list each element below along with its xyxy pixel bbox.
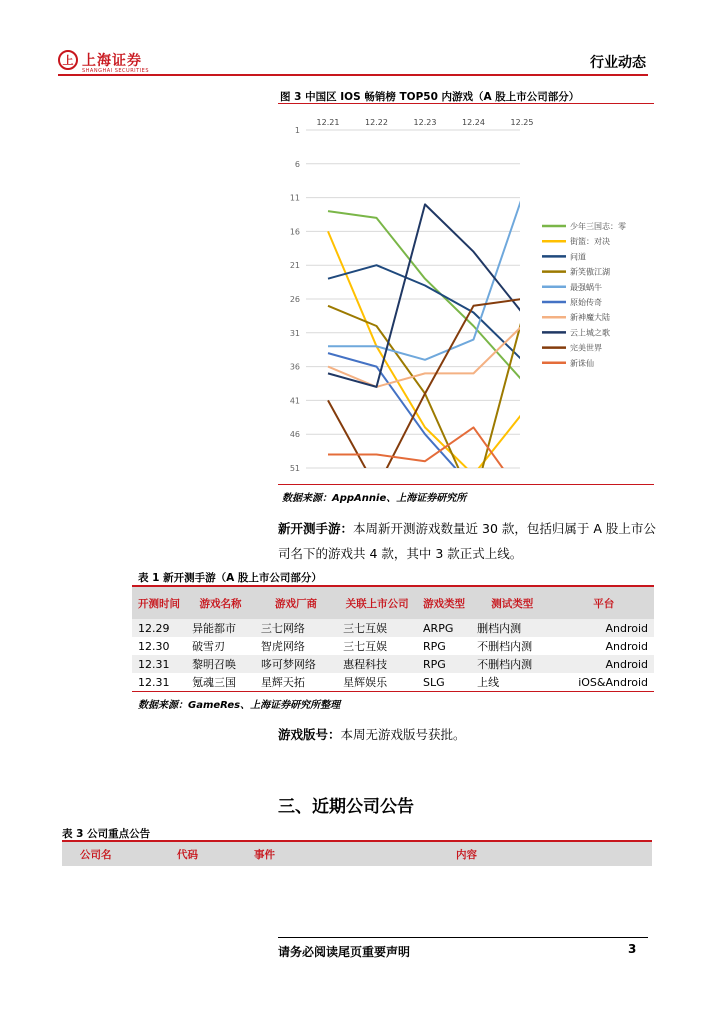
- table-cell: 黎明召唤: [186, 655, 255, 673]
- license-paragraph: [278, 722, 656, 747]
- license-text: 本周无游戏版号获批。: [340, 727, 466, 742]
- figure-top-rule: [278, 103, 654, 104]
- table-cell: 上线: [471, 673, 553, 692]
- license-label: 游戏版号：: [278, 727, 341, 742]
- section-heading: 三、近期公司公告: [278, 797, 414, 817]
- table-header-cell: 测试类型: [471, 586, 553, 619]
- figure-bottom-rule: [278, 484, 654, 485]
- logo-subtitle: SHANGHAI SECURITIES: [82, 68, 150, 74]
- new-games-text: 本周新开测游戏数量近 30 款，包括归属于 A 股上市公司名下的游戏共 4 款，其中 3 款正式上线。: [278, 521, 656, 561]
- table-header-cell: 平台: [553, 586, 654, 619]
- table-cell: SLG: [417, 673, 471, 692]
- y-tick-label: 21: [289, 261, 300, 271]
- table-cell: Android: [553, 655, 654, 673]
- y-tick-label: 6: [294, 159, 300, 169]
- y-tick-label: 36: [289, 362, 300, 372]
- legend-label: 最强蜗牛: [570, 282, 602, 292]
- y-tick-label: 26: [289, 295, 300, 304]
- table-cell: 12.29: [132, 619, 186, 637]
- table-cell: Android: [605, 639, 648, 653]
- table-header-cell: 游戏名称: [186, 586, 255, 619]
- y-tick-label: 11: [289, 193, 300, 203]
- y-tick-label: 16: [289, 227, 300, 237]
- series-line: [328, 299, 522, 474]
- x-tick-label: 12.25: [510, 118, 534, 127]
- table-cell: 破雪刃: [192, 640, 226, 653]
- announcements-table: [62, 840, 652, 866]
- table-cell: 删档内测: [471, 619, 553, 637]
- table-cell: Android: [553, 619, 654, 637]
- table-row: [132, 637, 654, 655]
- y-tick-label: 1: [294, 126, 300, 135]
- table-header-cell: 关联上市公司: [337, 586, 417, 619]
- table-cell: ARPG: [417, 619, 471, 637]
- table3-title: 表 3 公司重点公告: [62, 828, 151, 840]
- table-cell: 星辉天拓: [255, 673, 337, 692]
- legend-label: 少年三国志：零: [570, 222, 626, 231]
- company-logo: [58, 50, 142, 70]
- new-games-paragraph: [278, 516, 656, 566]
- footer-divider: [278, 937, 648, 938]
- table-cell: 三七网络: [255, 619, 337, 637]
- table-cell: 不删档内测: [477, 640, 533, 653]
- ranking-chart: [284, 108, 644, 474]
- legend-label: 街篮：对决: [570, 237, 610, 247]
- series-line: [328, 326, 522, 387]
- y-tick-label: 51: [289, 464, 300, 473]
- legend-label: 完美世界: [570, 343, 602, 353]
- legend-label: 新诛仙: [570, 358, 594, 368]
- x-tick-label: 12.23: [413, 118, 437, 127]
- x-tick-label: 12.21: [316, 118, 340, 127]
- table-header-cell: 游戏厂商: [255, 586, 337, 619]
- y-tick-label: 46: [289, 430, 300, 440]
- table-header-cell: 游戏类型: [417, 586, 471, 619]
- ranking-chart-svg: [284, 108, 644, 474]
- page-number: 3: [628, 942, 637, 956]
- table-cell: 三七互娱: [343, 640, 388, 653]
- table-header-row: [132, 586, 654, 619]
- table-header-cell: 内容: [455, 841, 652, 866]
- table1-title: 表 1 新开测手游（A 股上市公司部分）: [138, 572, 322, 584]
- table-cell: 智虎网络: [260, 640, 305, 653]
- table-cell: 12.31: [132, 655, 186, 673]
- page-header: [58, 50, 648, 76]
- logo-text: 上海证券: [82, 53, 142, 69]
- footer-disclaimer: 请务必阅读尾页重要声明: [278, 945, 411, 959]
- legend-label: 云上城之歌: [570, 328, 610, 338]
- table-cell: 异能都市: [186, 619, 255, 637]
- logo-mark-icon: 上: [58, 50, 78, 70]
- legend-label: 新神魔大陆: [570, 313, 610, 323]
- legend-label: 问道: [570, 252, 586, 262]
- new-games-table: [132, 585, 654, 692]
- figure-source: 数据来源：AppAnnie、上海证券研究所: [282, 493, 467, 504]
- table-cell: RPG: [417, 655, 471, 673]
- new-games-label: 新开测手游：: [278, 521, 354, 536]
- table-row: [132, 655, 654, 673]
- table-header-cell: 公司名: [62, 841, 176, 866]
- y-tick-label: 41: [289, 396, 300, 406]
- table-cell: 星辉娱乐: [337, 673, 417, 692]
- table-cell: 惠程科技: [337, 655, 417, 673]
- figure-title: 图 3 中国区 IOS 畅销榜 TOP50 内游戏（A 股上市公司部分）: [280, 91, 580, 103]
- table-row: [132, 673, 654, 692]
- table-header-cell: 开测时间: [132, 586, 186, 619]
- y-tick-label: 31: [289, 328, 300, 338]
- table-cell: 三七互娱: [337, 619, 417, 637]
- series-line: [328, 231, 522, 474]
- legend-label: 新笑傲江湖: [570, 267, 610, 277]
- table-cell: 12.31: [132, 673, 186, 692]
- x-tick-label: 12.22: [365, 118, 388, 127]
- table-cell: 不删档内测: [471, 655, 553, 673]
- table-header-row: [62, 841, 652, 866]
- table-header-cell: 代码: [176, 841, 253, 866]
- table-cell: iOS&Android: [553, 673, 654, 692]
- header-divider: [58, 74, 648, 76]
- table-header-cell: 事件: [253, 841, 455, 866]
- table-cell: 12.30: [138, 639, 170, 653]
- table-row: [132, 619, 654, 637]
- table-cell: RPG: [423, 639, 446, 653]
- report-category: 行业动态: [590, 55, 646, 71]
- table-cell: 哆可梦网络: [255, 655, 337, 673]
- table1-source: 数据来源：GameRes、上海证券研究所整理: [138, 700, 341, 711]
- legend-label: 原始传奇: [570, 298, 602, 307]
- x-tick-label: 12.24: [462, 118, 485, 127]
- table-cell: 氪魂三国: [186, 673, 255, 692]
